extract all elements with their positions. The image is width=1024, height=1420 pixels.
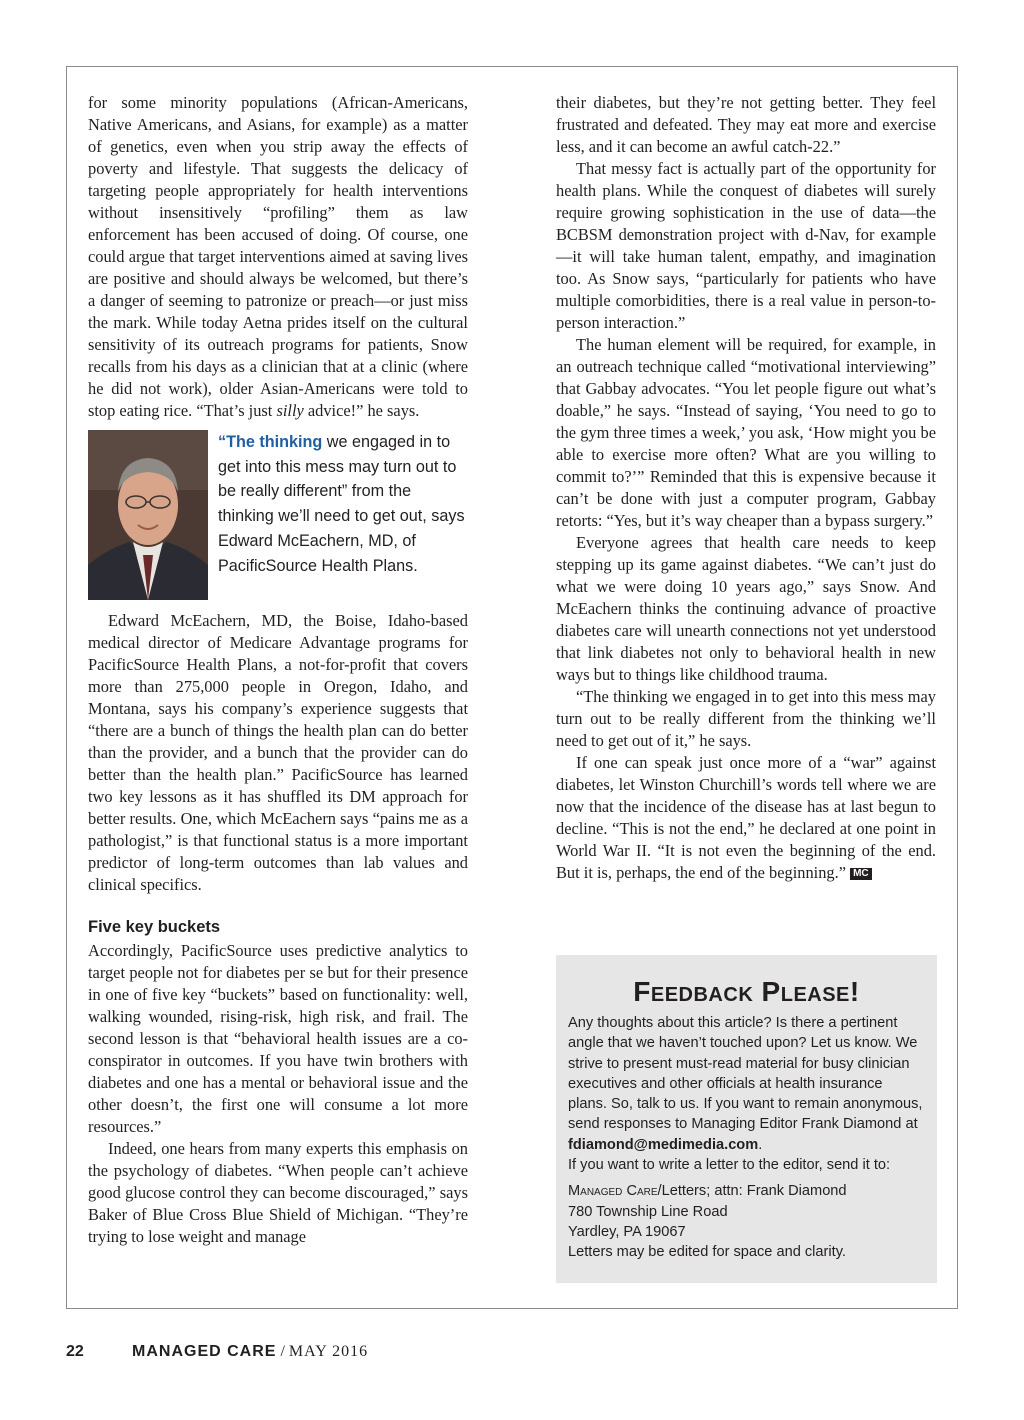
paragraph: their diabetes, but they’re not getting better. They feel frustrated and defeated. They may eat more and exercise less, and it can become an awful catch-22.” — [556, 93, 936, 156]
letter-instruction: If you want to write a letter to the editor, send it to: — [568, 1157, 891, 1174]
feedback-box — [556, 955, 937, 1283]
page-number: 22 — [66, 1343, 84, 1360]
publication-name: MANAGED CARE — [132, 1343, 277, 1360]
feedback-body — [568, 1013, 925, 1263]
page-footer — [66, 1340, 368, 1364]
paragraph: “The thinking we engaged in to get into this mess may turn out to be really different from the thinking we’ll need to get out of it,” he says. — [556, 687, 936, 750]
address-line-2: 780 Township Line Road — [568, 1203, 728, 1220]
paragraph: If one can speak just once more of a “war” against diabetes, let Winston Churchill’s words tell where we are now that the incidence of the disease has at last begun to decline. “This is not the end,” he declared at one point in World War II. “It is not even the beginning of the end. But it is, perhaps, the end of the beginning.” MC — [556, 753, 936, 882]
paragraph: Edward McEachern, MD, the Boise, Idaho-based medical director of Medicare Advantage programs for PacificSource Health Plans, a not-for-profit that covers more than 275,000 people in Oregon, Idaho, and Montana, says his company’s experience suggests that “there are a bunch of things the health plan can do better than the provider, and a bunch that the provider can do better than the health plan.” PacificSource has learned two key lessons as it has shuffled its DM approach for better results. One, which McEachern says “pains me as a pathologist,” is that functional status is a more important predictor of long-term outcomes than lab values and clinical specifics. — [88, 611, 468, 894]
paragraph: Accordingly, PacificSource uses predictive analytics to target people not for diabetes per se but for their presence in one of five key “buckets” based on functionality: well, walking wounded, rising-risk, high risk, and frail. The second lesson is that “behavioral health issues are a co-conspirator in outcomes. If you have twin brothers with diabetes and one has a mental or behavioral issue and the other doesn’t, the first one will consume a lot more resources.” — [88, 941, 468, 1136]
edward-mceachern-photo — [88, 430, 208, 600]
feedback-text: Any thoughts about this article? Is there a pertinent angle that we haven’t touched upon? Let us know. We strive to present must-read material for busy clinician executives and other officials at health insurance plans. So, talk to us. If you want to remain anonymous, send responses to Managing Editor Frank Diamond at fdiamond@medimedia.com. — [568, 1015, 923, 1153]
article-column-left — [88, 92, 468, 1248]
issue-date: MAY 2016 — [288, 1343, 369, 1360]
editing-note: Letters may be edited for space and clarity. — [568, 1244, 846, 1261]
feedback-title: Feedback Please! — [633, 976, 860, 1007]
editor-email-link[interactable]: fdiamond@medimedia.com — [568, 1136, 759, 1153]
paragraph: Indeed, one hears from many experts this emphasis on the psychology of diabetes. “When people can’t achieve good glucose control they can become discouraged,” says Baker of Blue Cross Blue Shield of Michigan. “They’re trying to lose weight and manage — [88, 1139, 468, 1246]
end-of-article-mark: MC — [850, 868, 872, 880]
paragraph: That messy fact is actually part of the opportunity for health plans. While the conquest of diabetes will surely require growing sophistication in the use of data—the BCBSM demonstration project with d-Nav, for example—it will take human talent, empathy, and imagination too. As Snow says, “particularly for patients who have multiple comorbidities, there is a real value in person-to-person interaction.” — [556, 159, 936, 332]
article-column-right — [556, 92, 936, 884]
footer-separator: / — [276, 1343, 289, 1360]
address-line-1: Managed Care/Letters; attn: Frank Diamond — [568, 1183, 847, 1200]
paragraph: Everyone agrees that health care needs to keep stepping up its game against diabetes. “We can’t just do what we were doing 10 years ago,” says Snow. And McEachern thinks the continuing advance of proactive diabetes care will unearth connections not yet understood that link diabetes not only to behavioral health in new ways but to things like childhood trauma. — [556, 533, 936, 684]
address-line-3: Yardley, PA 19067 — [568, 1223, 686, 1240]
paragraph: for some minority populations (African-Americans, Native Americans, and Asians, for example) as a matter of genetics, even when you strip away the effects of poverty and lifestyle. That suggests the delicacy of targeting people appropriately for health interventions without insensitively “profiling” them as law enforcement has been accused of doing. Of course, one could argue that target interventions aimed at saving lives are positive and should always be welcomed, but there’s a danger of seeming to patronize or preach—or just miss the mark. While today Aetna prides itself on the cultural sensitivity of its outreach programs for patients, Snow recalls from his days as a clinician that at a clinic (where he did not work), older Asian-Americans were told to stop eating rice. “That’s just silly advice!” he says. — [88, 93, 468, 420]
pull-quote-text: “The thinking we engaged in to get into this mess may turn out to be really different” from the thinking we’ll need to get out, says Edward McEachern, MD, of PacificSource Health Plans. — [218, 433, 465, 575]
portrait-illustration — [88, 430, 208, 600]
mailing-address — [568, 1181, 925, 1242]
paragraph: The human element will be required, for example, in an outreach technique called “motivational interviewing” that Gabbay advocates. “You let people figure out what’s doable,” he says. “Instead of saying, ‘You need to go to the gym three times a week,’ you ask, ‘How might you be able to exercise more often? What are you willing to commit to?’” Reminded that this is expensive because it can’t be done with just a computer program, Gabbay retorts: “Yes, but it’s way cheaper than a bypass surgery.” — [556, 335, 936, 530]
section-subhead: Five key buckets — [88, 918, 221, 936]
pull-quote — [88, 430, 468, 600]
